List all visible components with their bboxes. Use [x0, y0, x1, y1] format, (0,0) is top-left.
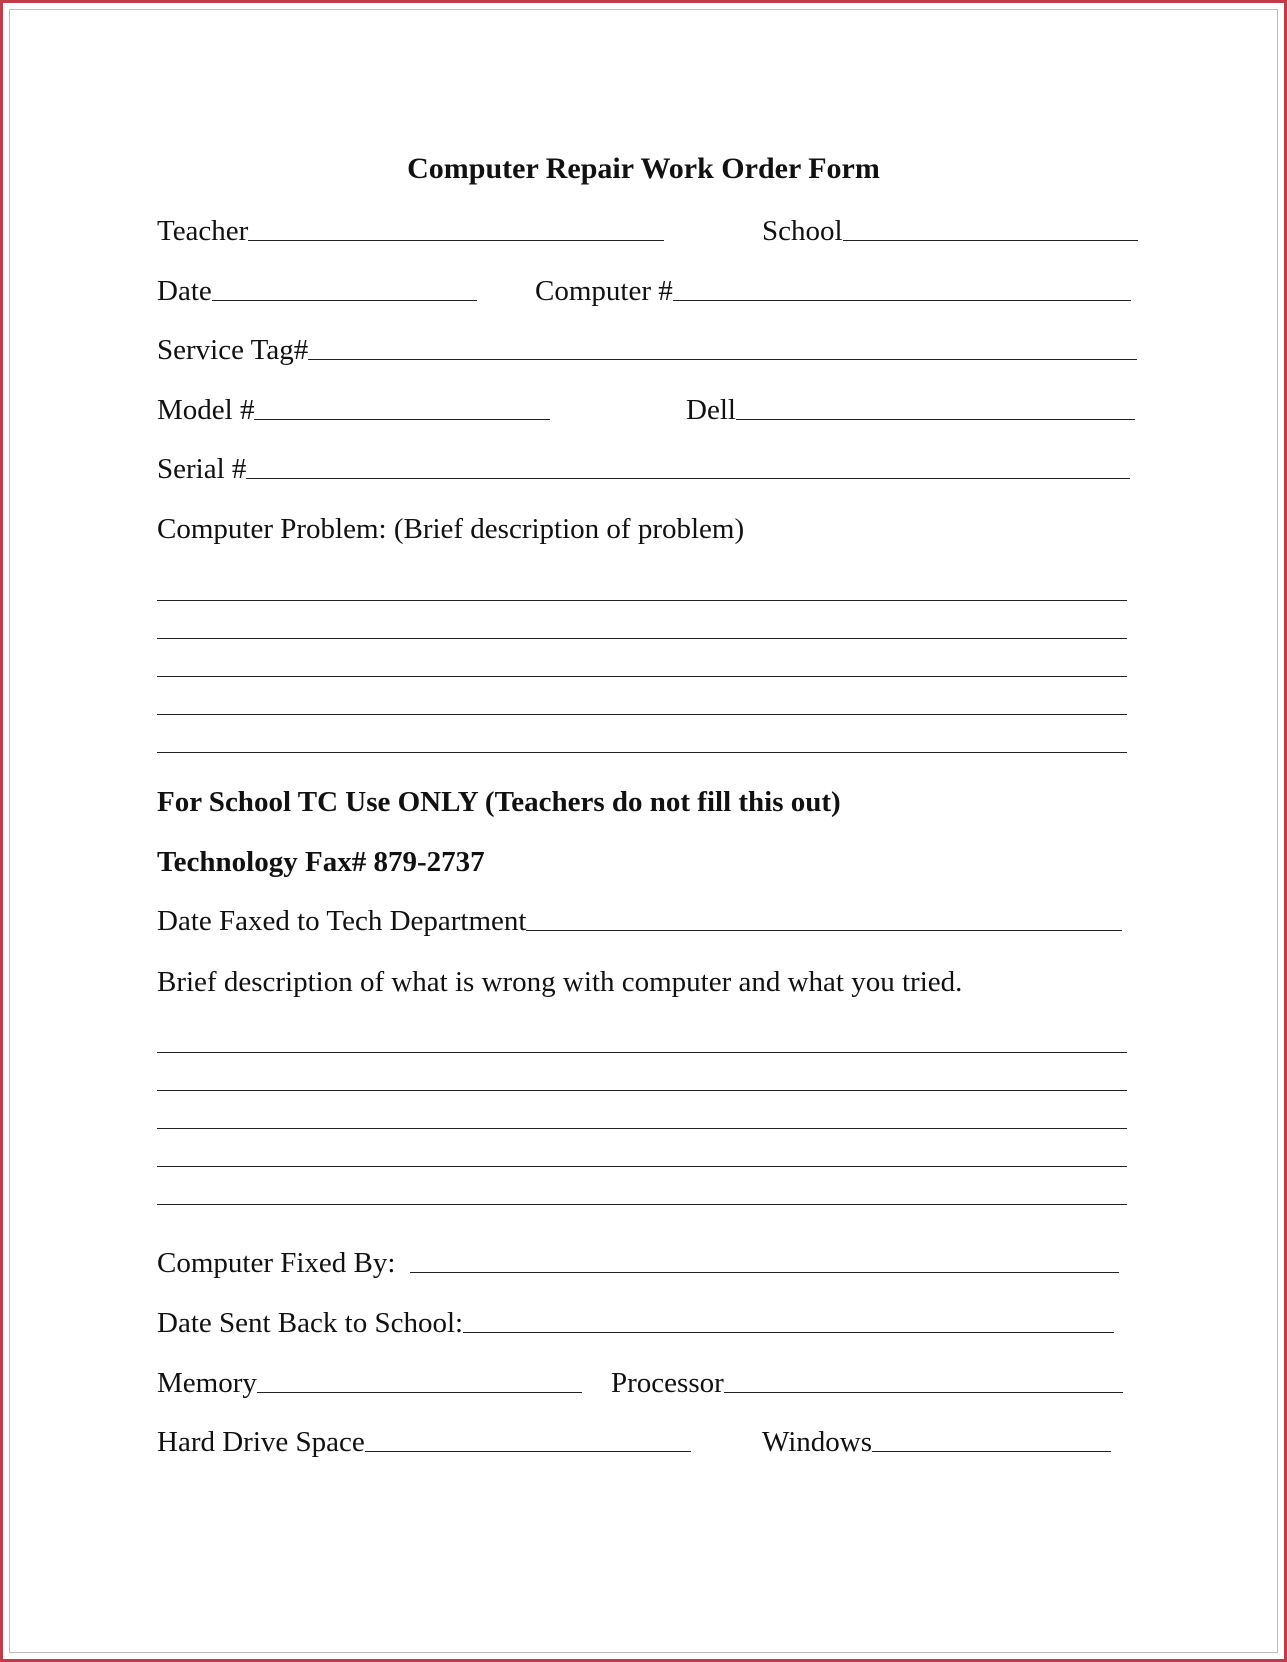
hard-drive-field[interactable] [157, 1421, 691, 1461]
tc-brief-description: Brief description of what is wrong with computer and what you tried. [157, 966, 963, 998]
processor-field[interactable] [611, 1362, 1123, 1402]
model-label: Model # [157, 394, 255, 426]
problem-line-2[interactable] [157, 638, 1127, 639]
model-field[interactable] [157, 389, 550, 429]
date-faxed-field[interactable] [157, 900, 1122, 940]
processor-label: Processor [611, 1367, 724, 1399]
tc-description-line-5[interactable] [157, 1204, 1127, 1205]
date-field[interactable] [157, 270, 477, 310]
date-sent-back-input-line[interactable] [463, 1332, 1114, 1333]
service-tag-label: Service Tag# [157, 334, 309, 366]
computer-number-label: Computer # [535, 275, 673, 307]
date-input-line[interactable] [212, 300, 477, 301]
computer-number-field[interactable] [535, 270, 1131, 310]
teacher-input-line[interactable] [248, 240, 664, 241]
hard-drive-input-line[interactable] [365, 1451, 691, 1452]
windows-label: Windows [762, 1426, 872, 1458]
hard-drive-label: Hard Drive Space [157, 1426, 365, 1458]
dell-field[interactable] [686, 389, 1135, 429]
serial-label: Serial # [157, 453, 247, 485]
computer-number-input-line[interactable] [673, 300, 1131, 301]
service-tag-field[interactable] [157, 329, 1137, 369]
memory-label: Memory [157, 1367, 257, 1399]
fixed-by-input-line[interactable] [410, 1272, 1119, 1273]
form-title: Computer Repair Work Order Form [407, 152, 880, 185]
date-label: Date [157, 275, 212, 307]
memory-input-line[interactable] [257, 1392, 582, 1393]
fixed-by-field[interactable] [157, 1242, 1119, 1282]
model-input-line[interactable] [254, 419, 550, 420]
tc-description-line-2[interactable] [157, 1090, 1127, 1091]
dell-label: Dell [686, 394, 736, 426]
memory-field[interactable] [157, 1362, 582, 1402]
date-sent-back-label: Date Sent Back to School: [157, 1307, 464, 1339]
problem-line-1[interactable] [157, 600, 1127, 601]
technology-fax: Technology Fax# 879-2737 [157, 846, 485, 878]
serial-input-line[interactable] [246, 478, 1130, 479]
school-input-line[interactable] [843, 240, 1138, 241]
date-faxed-input-line[interactable] [526, 930, 1122, 931]
dell-input-line[interactable] [736, 419, 1135, 420]
school-field[interactable] [762, 210, 1138, 250]
teacher-label: Teacher [157, 215, 249, 247]
serial-field[interactable] [157, 448, 1130, 488]
school-label: School [762, 215, 843, 247]
teacher-field[interactable] [157, 210, 664, 250]
tc-section-heading: For School TC Use ONLY (Teachers do not fill this out) [157, 786, 841, 818]
tc-description-line-1[interactable] [157, 1052, 1127, 1053]
date-faxed-label: Date Faxed to Tech Department [157, 905, 527, 937]
fixed-by-label: Computer Fixed By: [157, 1247, 410, 1279]
tc-description-line-3[interactable] [157, 1128, 1127, 1129]
problem-line-4[interactable] [157, 714, 1127, 715]
date-sent-back-field[interactable] [157, 1302, 1114, 1342]
processor-input-line[interactable] [724, 1392, 1123, 1393]
windows-input-line[interactable] [872, 1451, 1111, 1452]
windows-field[interactable] [762, 1421, 1111, 1461]
tc-description-line-4[interactable] [157, 1166, 1127, 1167]
service-tag-input-line[interactable] [308, 359, 1137, 360]
problem-line-3[interactable] [157, 676, 1127, 677]
problem-line-5[interactable] [157, 752, 1127, 753]
problem-label: Computer Problem: (Brief description of problem) [157, 513, 745, 545]
